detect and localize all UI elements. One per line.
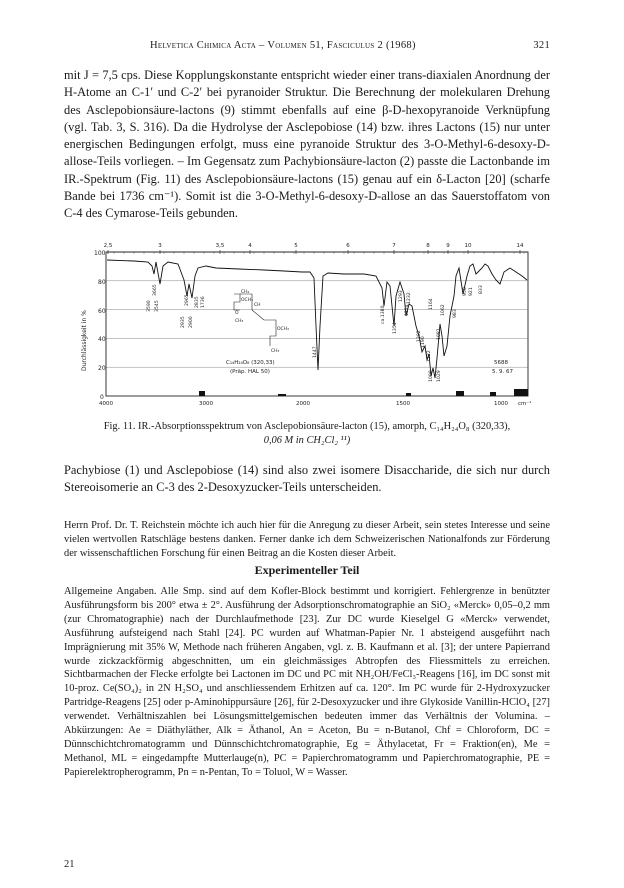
- y-tick-100: 100: [94, 250, 106, 257]
- figure-caption: [64, 420, 550, 447]
- peak-label: 1029: [437, 370, 442, 382]
- peak-label: 1090: [429, 370, 434, 382]
- peak-label: 1232: [407, 292, 412, 304]
- x-tick-1000: 1000: [494, 401, 508, 407]
- top-tick-label: 3: [158, 243, 162, 249]
- y-tick-0: 0: [100, 394, 104, 401]
- peak-label: 2900: [189, 316, 194, 328]
- struct-label-ch: CH: [254, 303, 261, 308]
- bottom-strip: [199, 389, 528, 396]
- section-title: Experimenteller Teil: [254, 563, 360, 577]
- spectrum-line: [107, 260, 527, 378]
- top-tick-label: 3,5: [215, 243, 225, 249]
- peak-label: 1062: [441, 304, 446, 316]
- top-tick-label: 7: [392, 243, 396, 249]
- peak-label: 2835: [195, 296, 200, 308]
- figure-sample: (Präp. HAL 50): [230, 369, 270, 375]
- top-tick-label: 6: [346, 243, 350, 249]
- top-tick-label: 2,5: [103, 243, 113, 249]
- peak-label: 950: [463, 287, 468, 296]
- x-unit: cm⁻¹: [518, 401, 532, 407]
- y-tick-80: 80: [98, 279, 106, 286]
- paragraph-1: mit J = 7,5 cps. Diese Kopplungskonstante entspricht wieder einer trans-diaxialen Anordnung der H-Atome an C-1′ und C-2′ bei pyranoider Struktur. Die Berechnung der molekularen Drehung des Asclepobionsäure-lactons (9) stimmt ebenfalls auf eine β-D-hexopyranoide Verknüpfung (vgl. Tab. 3, S. 316). Da die Hydrolyse der Asclepobiose (14) bzw. ihres Lactons (15) nur unter energischen Bedingungen erfolgt, muss eine pyranoide Struktur des 3-O-Methyl-6-desoxy-D-allose-Teils vorliegen. – Im Gegensatz zum Pachybionsäure-lacton (2) passte die Lactonbande im IR.-Spektrum (Fig. 11) des Asclepobionsäure-lactons (15) genau auf ein δ-Lacton [20] (scharfe Bande bei 1736 cm⁻¹). Somit ist die 3-O-Methyl-6-desoxy-D-allose an das Sauerstoffatom von C-4 des Cymarose-Teils gebunden.: [64, 68, 550, 221]
- struct-label-ch3-b: CH₃: [271, 349, 280, 354]
- plot-frame: [106, 252, 528, 396]
- top-tick-label: 14: [516, 243, 524, 249]
- peak-label: 1293: [399, 290, 404, 302]
- y-tick-20: 20: [98, 365, 106, 372]
- struct-label-och3-a: OCH₃: [241, 298, 253, 303]
- y-tick-60: 60: [98, 308, 106, 315]
- y-axis-title: Durchlässigkeit in %: [81, 310, 88, 371]
- caption-line-2: 0,06 M in CH₂Cl₂ ¹¹): [263, 434, 351, 446]
- peak-label: 1354: [393, 322, 398, 334]
- journal-title: Helvetica Chimica Acta – Volumen 51, Fasciculus 2 (1968): [150, 40, 416, 51]
- experimental-text: Allgemeine Angaben. Alle Smp. sind auf dem Kofler-Block bestimmt und korrigiert. Fehlergrenze in benützter Ausführungsform bis 200° etwa ± 2°. Ausführung der Adsorptionschromatographie an SiO₂ «Merck» 0,05–0,2 mm (zur Chromatographie) nach der Durchlaufmethode [23]. Zur DC wurde Kieselgel G «Merck» verwendet, Ausführung aufsteigend nach Stahl [24]. PC wurden auf Whatman-Papier Nr. 1 absteigend ausgeführt nach Imprägnierung mit 35% W, Methode nach früheren Angaben, vgl. z. B. Kaufmann et al. [3]; der untere Papierrand wurde zickzackförmig abgeschnitten, um ein gleichmässiges Abtropfen des Fliessmittels zu erreichen. Sichtbarmachen der Flecke erfolgte bei Lactonen im DC und PC mit NH₂OH/FeCl₃-Reagens [16], im DC sonst mit 10-proz. Ce(SO₄)₂ in 2N H₂SO₄ und anschliessendem Erhitzen auf ca. 120°. Im PC wurde für 2-Hydroxyzucker Partridge-Reagens [25] oder p-Aminohippursäure [26], für 2-Desoxyzucker und ihre Glykoside Vanillin-HClO₄ [27] verwendet. Verhältniszahlen bei Lösungsmittelgemischen bedeuten immer das Verhältnis der Volumina. – Abkürzungen: Ae = Diäthyläther, Alk = Äthanol, An = Aceton, Bu = n-Butanol, Chf = Chloroform, DC = Dünnschichtchromatogramm und Dünnschichtchromatographie, Eg = Äthylacetat, Fr = Fraktion(en), Me = Methanol, ML = eingedampfte Mutterlauge(n), PC = Papierchromatogramm und Papierchromatographie, PE = Papierelektropherogramm, Pn = n-Pentan, To = Toluol, W = Wasser.: [64, 586, 550, 778]
- struct-label-och3-b: OCH₃: [277, 327, 289, 332]
- peak-label: 3665: [153, 284, 158, 296]
- peak-label: 833: [479, 285, 484, 294]
- peak-label: 1314: [405, 304, 410, 316]
- x-tick-2000: 2000: [296, 401, 310, 407]
- acknowledgement: Herrn Prof. Dr. T. Reichstein möchte ich auch hier für die Anregung zu dieser Arbeit, sein stetes Interesse und seine vielen wertvollen Ratschläge bestens danken. Ferner danke ich dem Schweizerischen Nationalfonds zur Förderung der wissenschaftlichen Forschung für einen Beitrag an die Kosten dieser Arbeit.: [64, 520, 550, 559]
- paragraph-2: Pachybiose (1) und Asclepobiose (14) sind also zwei isomere Disaccharide, die sich nur durch Stereoisomerie an C-3 des 2-Desoxyzucker-Teils unterscheiden.: [64, 463, 550, 495]
- top-tick-label: 9: [446, 243, 450, 249]
- peak-label: 1081: [437, 328, 442, 340]
- peak-label: 1736: [201, 296, 206, 308]
- peak-label: 2935: [181, 316, 186, 328]
- peak-label: 1164: [429, 298, 434, 310]
- struct-label-o: O: [235, 311, 239, 316]
- peak-label: 1190: [421, 336, 426, 348]
- y-tick-40: 40: [98, 336, 106, 343]
- peak-label: 1122: [427, 350, 432, 362]
- top-tick-label: 8: [426, 243, 430, 249]
- peak-label: 2965: [185, 294, 190, 306]
- peak-label: 3545: [155, 300, 160, 312]
- figure-ref-code: 5688: [494, 360, 508, 366]
- top-tick-label: 5: [294, 243, 298, 249]
- x-tick-1500: 1500: [396, 401, 410, 407]
- top-tick-label: 10: [464, 243, 472, 249]
- peak-label: 921: [469, 287, 474, 296]
- page-number: 321: [533, 40, 550, 51]
- peak-label: 1447: [313, 346, 318, 358]
- peak-label: 3590: [147, 300, 152, 312]
- ir-spectrum-figure: [64, 236, 550, 418]
- x-tick-3000: 3000: [199, 401, 213, 407]
- top-tick-label: 4: [248, 243, 252, 249]
- peak-label: ca.1380: [381, 305, 386, 324]
- figure-ref-date: 5. 9. 67: [492, 369, 513, 375]
- x-tick-4000: 4000: [99, 401, 113, 407]
- footer-signature: 21: [64, 859, 75, 870]
- struct-label-ch3-a: CH₃: [235, 319, 244, 324]
- peak-label: 1202: [417, 330, 422, 342]
- caption-line-1: Fig. 11. IR.-Absorptionsspektrum von Asclepobionsäure-lacton (15), amorph, C₁₄H₂₄O₈ (320,33),: [103, 421, 511, 432]
- struct-label-ch2: CH₂: [241, 290, 250, 295]
- peak-label: 983: [453, 309, 458, 318]
- figure-formula: C₁₄H₂₄O₈ (320,33): [226, 360, 275, 366]
